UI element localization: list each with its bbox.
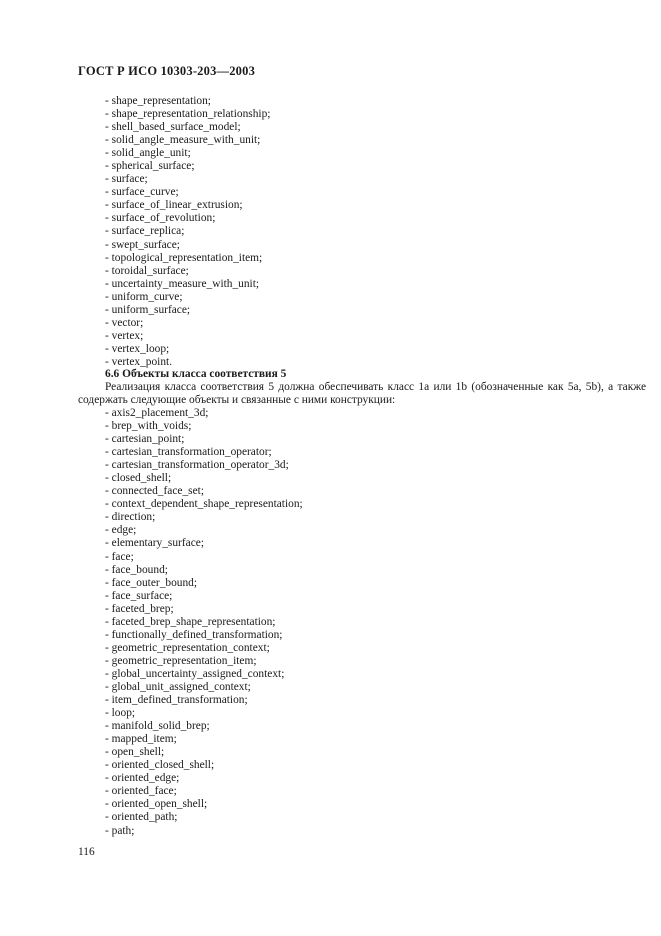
document-header: ГОСТ Р ИСО 10303-203—2003 bbox=[78, 64, 256, 78]
list-item: - global_uncertainty_assigned_context; bbox=[105, 667, 285, 680]
list-item: - swept_surface; bbox=[105, 238, 180, 251]
list-item: - open_shell; bbox=[105, 746, 165, 759]
list-item: - edge; bbox=[105, 524, 137, 537]
list-item: - face_bound; bbox=[105, 563, 168, 576]
list-item: - vertex_loop; bbox=[105, 342, 170, 355]
list-item: - oriented_path; bbox=[105, 811, 178, 824]
list-item: - face; bbox=[105, 550, 134, 563]
list-item: - uncertainty_measure_with_unit; bbox=[105, 277, 260, 290]
list-item: - oriented_closed_shell; bbox=[105, 759, 215, 772]
entity-list-continued bbox=[105, 95, 270, 369]
list-item: - faceted_brep_shape_representation; bbox=[105, 615, 276, 628]
list-item: - cartesian_transformation_operator; bbox=[105, 446, 272, 459]
list-item: - cartesian_transformation_operator_3d; bbox=[105, 459, 289, 472]
list-item: - surface_of_revolution; bbox=[105, 212, 216, 225]
list-item: - mapped_item; bbox=[105, 733, 177, 746]
page-number: 116 bbox=[78, 846, 95, 858]
list-item: - shape_representation; bbox=[105, 95, 211, 107]
list-item: - surface_curve; bbox=[105, 186, 179, 199]
list-item: - vertex; bbox=[105, 329, 144, 342]
list-item: - surface_of_linear_extrusion; bbox=[105, 199, 243, 212]
list-item: - cartesian_point; bbox=[105, 433, 185, 446]
list-item: - item_defined_transformation; bbox=[105, 694, 248, 707]
list-item: - oriented_open_shell; bbox=[105, 798, 208, 811]
list-item: - axis2_placement_3d; bbox=[105, 407, 209, 419]
list-item: - face_outer_bound; bbox=[105, 576, 198, 589]
list-item: - closed_shell; bbox=[105, 472, 172, 485]
list-item: - solid_angle_unit; bbox=[105, 147, 191, 160]
list-item: - faceted_brep; bbox=[105, 602, 174, 615]
list-item: - uniform_surface; bbox=[105, 303, 191, 316]
list-item: - functionally_defined_transformation; bbox=[105, 628, 283, 641]
list-item: - global_unit_assigned_context; bbox=[105, 680, 251, 693]
list-item: - elementary_surface; bbox=[105, 537, 204, 550]
list-item: - surface_replica; bbox=[105, 225, 185, 238]
list-item: - shape_representation_relationship; bbox=[105, 108, 271, 121]
list-item: - context_dependent_shape_representation; bbox=[105, 498, 303, 511]
list-item: - solid_angle_measure_with_unit; bbox=[105, 134, 261, 147]
list-item: - vertex_point. bbox=[105, 355, 173, 368]
list-item: - geometric_representation_item; bbox=[105, 654, 257, 667]
list-item: - oriented_face; bbox=[105, 785, 177, 798]
list-item: - connected_face_set; bbox=[105, 485, 204, 498]
list-item: - toroidal_surface; bbox=[105, 264, 189, 277]
list-item: - geometric_representation_context; bbox=[105, 641, 270, 654]
list-item: - oriented_edge; bbox=[105, 772, 180, 785]
list-item: - manifold_solid_brep; bbox=[105, 720, 210, 733]
list-item: - vector; bbox=[105, 316, 144, 329]
list-item: - shell_based_surface_model; bbox=[105, 121, 241, 134]
list-item: - uniform_curve; bbox=[105, 290, 183, 303]
list-item: - topological_representation_item; bbox=[105, 251, 263, 264]
list-item: - face_surface; bbox=[105, 589, 173, 602]
section-paragraph: Реализация класса соответствия 5 должна обеспечивать класс 1а или 1b (обозначенные как 5а, 5b), а также содержать следующие объекты и связанные с ними конструкции: bbox=[78, 381, 646, 407]
list-item: - loop; bbox=[105, 707, 136, 720]
list-item: - path; bbox=[105, 824, 135, 837]
list-item: - direction; bbox=[105, 511, 156, 524]
list-item: - brep_with_voids; bbox=[105, 420, 192, 433]
section-heading: 6.6 Объекты класса соответствия 5 bbox=[105, 368, 287, 380]
list-item: - spherical_surface; bbox=[105, 160, 195, 173]
entity-list-class5 bbox=[105, 407, 303, 838]
list-item: - surface; bbox=[105, 173, 148, 186]
